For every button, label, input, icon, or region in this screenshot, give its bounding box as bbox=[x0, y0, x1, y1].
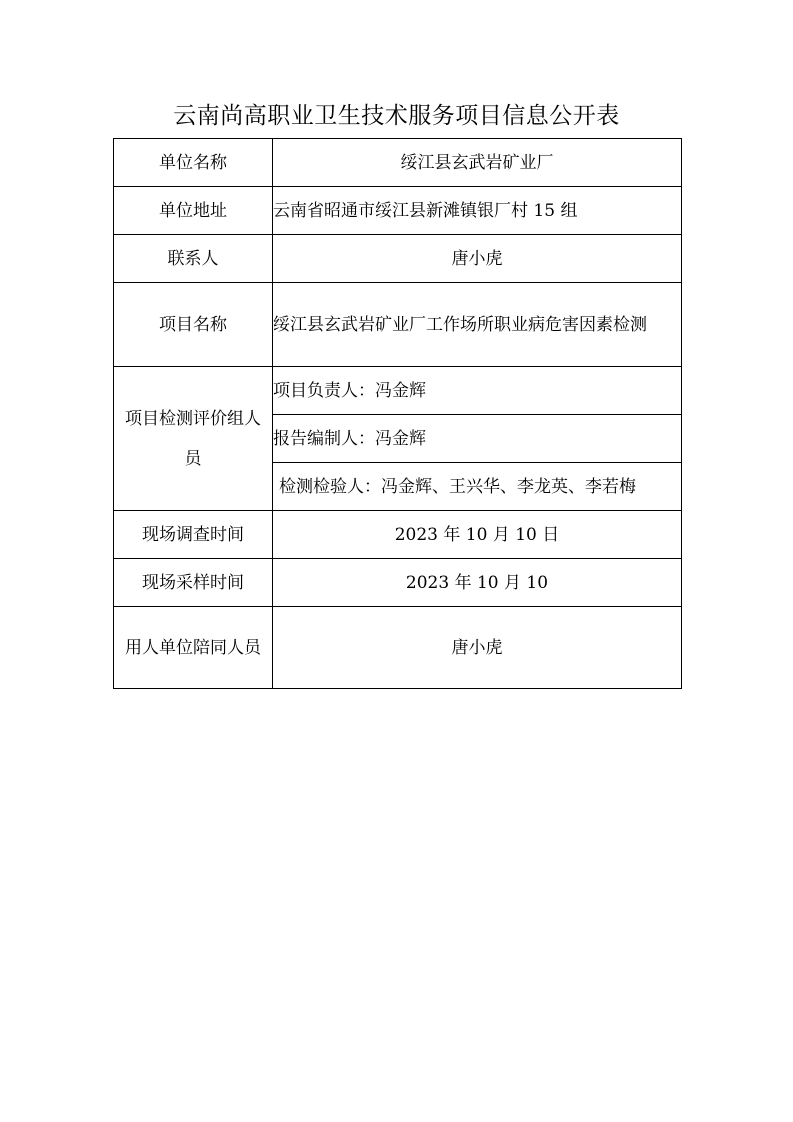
team-label-text: 项目检测评价组人员 bbox=[125, 408, 261, 469]
table-row bbox=[114, 511, 682, 559]
unit-address-value: 云南省昭通市绥江县新滩镇银厂村 15 组 bbox=[273, 187, 682, 235]
table-row bbox=[114, 139, 682, 187]
unit-name-value: 绥江县玄武岩矿业厂 bbox=[273, 139, 682, 187]
survey-time-value: 2023 年 10 月 10 日 bbox=[273, 511, 682, 559]
project-name-value bbox=[273, 283, 682, 367]
project-name-label: 项目名称 bbox=[114, 283, 273, 367]
table-row bbox=[114, 283, 682, 367]
contact-value: 唐小虎 bbox=[273, 235, 682, 283]
accompany-label bbox=[114, 607, 273, 689]
table-row bbox=[114, 607, 682, 689]
team-member-inspectors: 检测检验人：冯金辉、王兴华、李龙英、李若梅 bbox=[273, 463, 682, 511]
table-row bbox=[114, 367, 682, 415]
team-label bbox=[114, 367, 273, 511]
table-row bbox=[114, 187, 682, 235]
accompany-value: 唐小虎 bbox=[273, 607, 682, 689]
unit-name-label: 单位名称 bbox=[114, 139, 273, 187]
team-member-report: 报告编制人：冯金辉 bbox=[273, 415, 682, 463]
table-row bbox=[114, 235, 682, 283]
survey-time-label: 现场调查时间 bbox=[114, 511, 273, 559]
info-table bbox=[113, 138, 682, 689]
team-member-lead: 项目负责人：冯金辉 bbox=[273, 367, 682, 415]
sampling-time-value: 2023 年 10 月 10 bbox=[273, 559, 682, 607]
project-name-text: 绥江县玄武岩矿业厂工作场所职业病危害因素检测 bbox=[273, 314, 647, 335]
unit-address-label: 单位地址 bbox=[114, 187, 273, 235]
accompany-label-text: 用人单位陪同人员 bbox=[125, 637, 261, 658]
table-row bbox=[114, 559, 682, 607]
contact-label: 联系人 bbox=[114, 235, 273, 283]
page-title: 云南尚高职业卫生技术服务项目信息公开表 bbox=[173, 103, 620, 129]
sampling-time-label: 现场采样时间 bbox=[114, 559, 273, 607]
